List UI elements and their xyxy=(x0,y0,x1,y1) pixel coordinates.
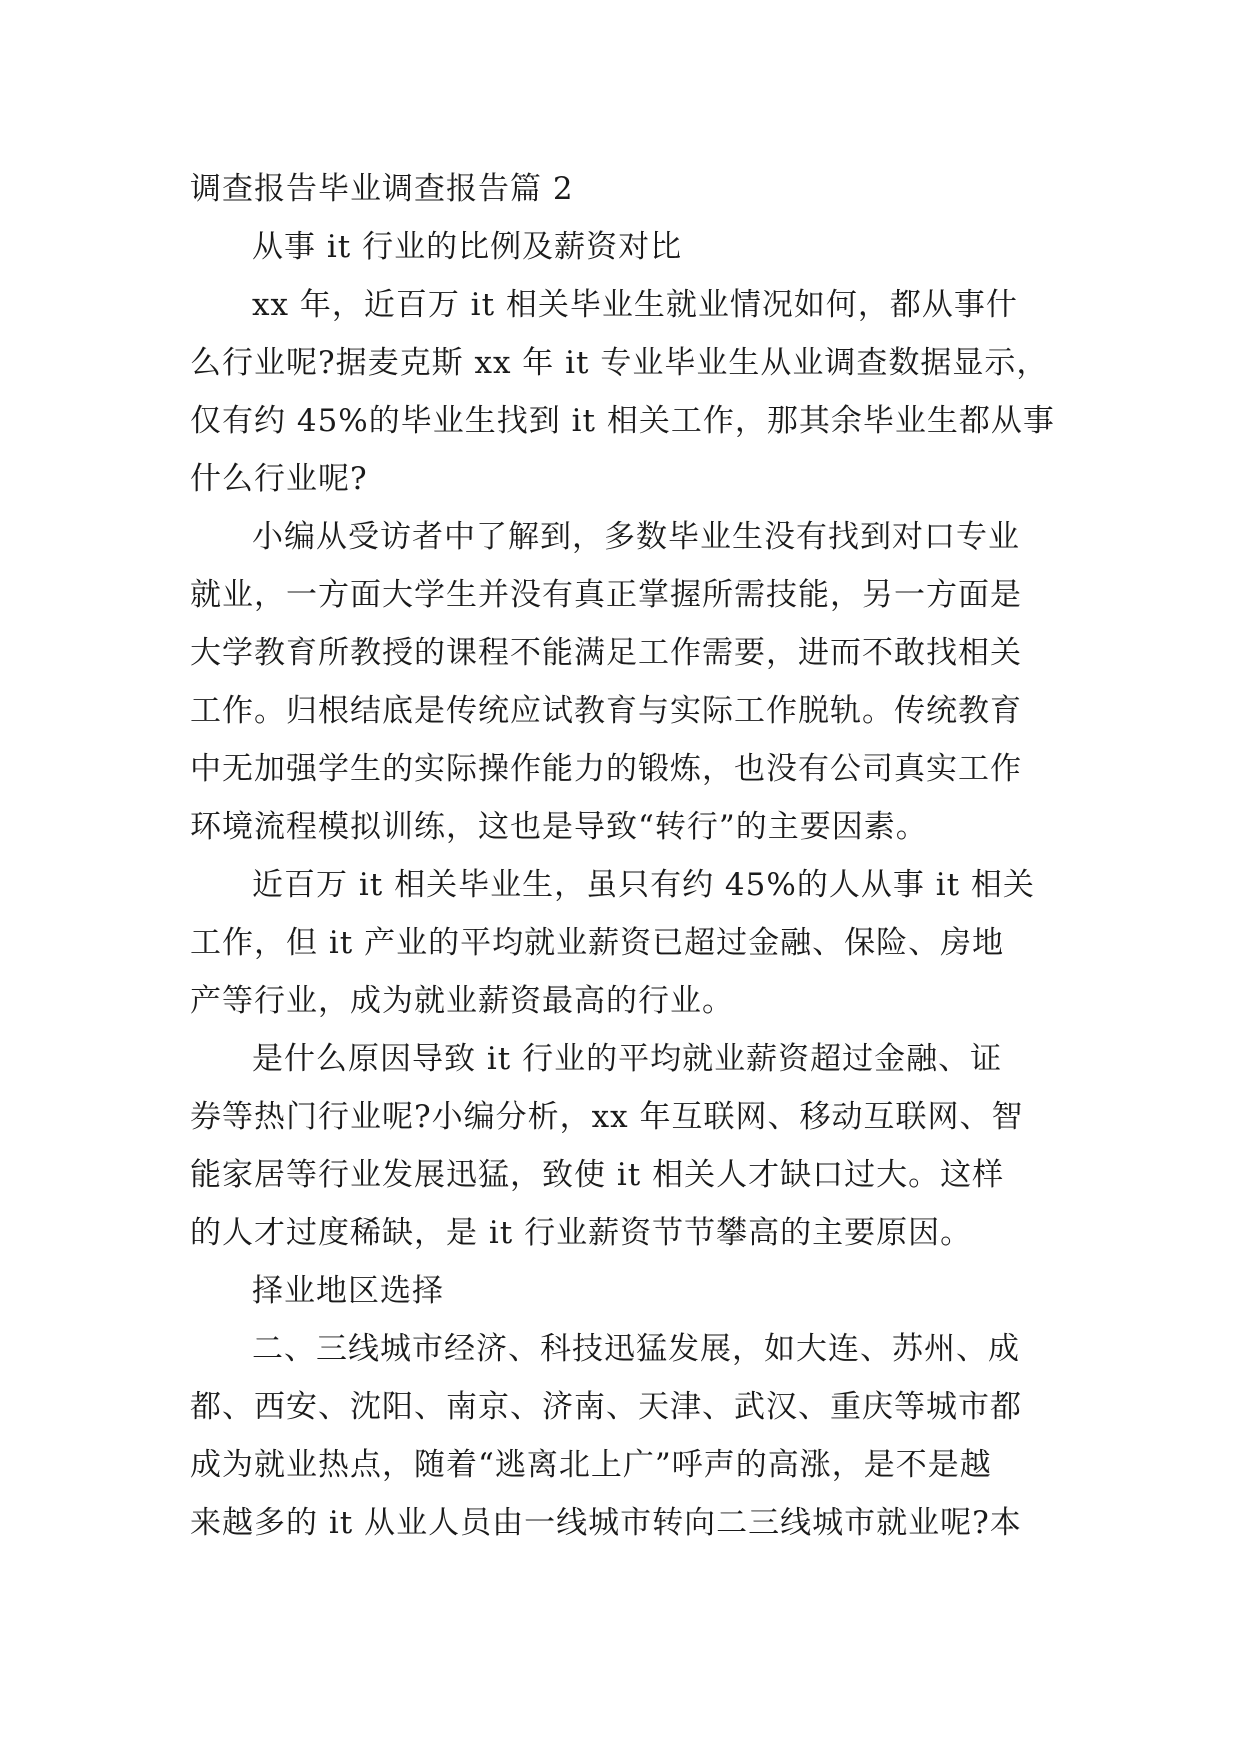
paragraph-line: 大学教育所教授的课程不能满足工作需要，进而不敢找相关 xyxy=(190,635,1022,671)
paragraph-line: 产等行业，成为就业薪资最高的行业。 xyxy=(190,983,734,1019)
paragraph-line: 是什么原因导致 it 行业的平均就业薪资超过金融、证 xyxy=(252,1041,1003,1077)
section-heading-it-ratio: 从事 it 行业的比例及薪资对比 xyxy=(252,229,683,265)
paragraph-line: 近百万 it 相关毕业生，虽只有约 45%的人从事 it 相关 xyxy=(252,867,1035,903)
paragraph-line: 中无加强学生的实际操作能力的锻炼，也没有公司真实工作 xyxy=(190,751,1022,787)
paragraph-line: 成为就业热点，随着“逃离北上广”呼声的高涨，是不是越 xyxy=(190,1447,992,1483)
paragraph-line: 工作，但 it 产业的平均就业薪资已超过金融、保险、房地 xyxy=(190,925,1005,961)
paragraph-line: 小编从受访者中了解到，多数毕业生没有找到对口专业 xyxy=(252,519,1020,555)
document-body xyxy=(190,160,1055,1552)
paragraph-line: 就业，一方面大学生并没有真正掌握所需技能，另一方面是 xyxy=(190,577,1022,613)
document-title: 调查报告毕业调查报告篇 2 xyxy=(190,171,574,207)
paragraph-line: 来越多的 it 从业人员由一线城市转向二三线城市就业呢?本 xyxy=(190,1505,1022,1541)
paragraph-line: 什么行业呢? xyxy=(190,461,368,497)
paragraph-line: 工作。归根结底是传统应试教育与实际工作脱轨。传统教育 xyxy=(190,693,1022,729)
paragraph-line: 仅有约 45%的毕业生找到 it 相关工作，那其余毕业生都从事 xyxy=(190,403,1055,439)
paragraph-line: 券等热门行业呢?小编分析，xx 年互联网、移动互联网、智 xyxy=(190,1099,1024,1135)
paragraph-line: 能家居等行业发展迅猛，致使 it 相关人才缺口过大。这样 xyxy=(190,1157,1005,1193)
section-heading-region: 择业地区选择 xyxy=(252,1273,444,1309)
paragraph-line: 二、三线城市经济、科技迅猛发展，如大连、苏州、成 xyxy=(252,1331,1020,1367)
paragraph-line: 环境流程模拟训练，这也是导致“转行”的主要因素。 xyxy=(190,809,928,845)
paragraph-line: 的人才过度稀缺，是 it 行业薪资节节攀高的主要原因。 xyxy=(190,1215,973,1251)
paragraph-line: 么行业呢?据麦克斯 xx 年 it 专业毕业生从业调查数据显示， xyxy=(190,345,1049,381)
paragraph-line: 都、西安、沈阳、南京、济南、天津、武汉、重庆等城市都 xyxy=(190,1389,1022,1425)
paragraph-line: xx 年，近百万 it 相关毕业生就业情况如何，都从事什 xyxy=(252,287,1018,323)
